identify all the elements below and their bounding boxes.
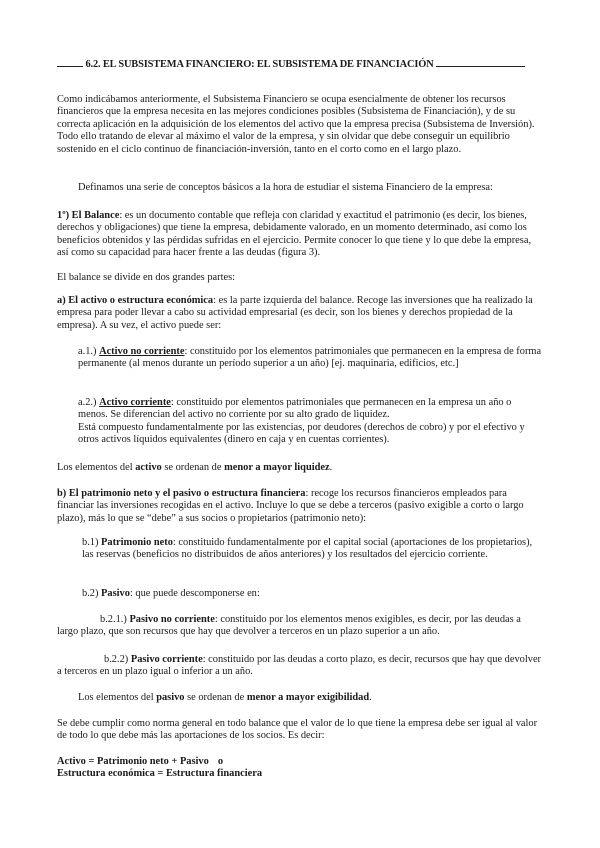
section-title-text: 6.2. EL SUBSISTEMA FINANCIERO: EL SUBSISTEMA DE FINANCIACIÓN bbox=[85, 59, 434, 70]
orden-pasivo-bold-2: menor a mayor exigibilidad bbox=[246, 692, 370, 703]
a1-text: : constituido por los elementos patrimoniales que permanecen en la empresa de forma permanente (al menos durante un período superior a un año) [ej. maquinaria, edificios, etc.] bbox=[78, 346, 542, 370]
b1-label: Patrimonio neto bbox=[101, 537, 173, 548]
b2-label: Pasivo bbox=[101, 588, 130, 599]
orden-pasivo-text-3: . bbox=[369, 692, 372, 703]
orden-pasivo-text-2: se ordenan de bbox=[184, 692, 247, 703]
title-rule-left bbox=[57, 58, 83, 67]
title-rule-right bbox=[436, 58, 525, 67]
equation-1-or: o bbox=[217, 756, 224, 767]
b21-prefix: b.2.1.) bbox=[100, 614, 130, 625]
orden-pasivo-paragraph bbox=[78, 692, 543, 704]
b2-paragraph bbox=[82, 588, 543, 600]
balance-text: : es un documento contable que refleja con claridad y exactitud el patrimonio (es decir, los bienes, derechos y obligaciones) que tiene la empresa, debidamente valorado, en un momento determinado, así como los beneficios obtenidos y las pérdidas sufridas en el ejercicio. Permite conocer lo que tiene y lo que debe la empresa, así como su capacidad para hacer frente a las deudas (figura 3). bbox=[57, 210, 532, 259]
orden-pasivo-text-1: Los elementos del bbox=[78, 692, 157, 703]
b22-prefix: b.2.2) bbox=[104, 654, 131, 665]
a1-paragraph bbox=[78, 346, 543, 371]
divide-paragraph: El balance se divide en dos grandes partes: bbox=[57, 272, 236, 283]
orden-activo-bold-1: activo bbox=[135, 462, 162, 473]
pasivo-paragraph bbox=[57, 488, 543, 525]
section-title bbox=[57, 58, 543, 71]
equation-2: Estructura económica = Estructura financiera bbox=[57, 768, 263, 780]
orden-activo-text-2: se ordenan de bbox=[161, 462, 225, 473]
orden-activo-text-1: Los elementos del bbox=[57, 462, 136, 473]
orden-pasivo-bold-1: pasivo bbox=[156, 692, 185, 703]
equation-1: Activo = Patrimonio neto + Pasivo bbox=[57, 756, 209, 767]
pasivo-text: : recoge los recursos financieros empleados para financiar las inversiones recogidas en el activo. Incluye lo que se debe a terceros (pasivo exigible a corto o largo plazo), más lo que se “debe” a sus socios o propietarios (patrimonio neto): bbox=[57, 488, 524, 524]
b22-text: : constituido por las deudas a corto plazo, es decir, recursos que hay que devolver a terceros en un plazo igual o inferior a un año. bbox=[57, 654, 542, 678]
b21-paragraph bbox=[57, 614, 543, 639]
norma-paragraph: Se debe cumplir como norma general en todo balance que el valor de lo que tiene la empresa debe ser igual al valor de todo lo que debe más las aportaciones de los socios. Es decir: bbox=[57, 718, 538, 742]
b21-text: : constituido por los elementos menos exigibles, es decir, por las deudas a largo plazo, que son recursos que hay que devolver a terceros en un plazo superior a un año. bbox=[57, 614, 521, 638]
activo-label: a) El activo o estructura económica bbox=[57, 295, 214, 306]
balance-paragraph bbox=[57, 210, 543, 260]
a2-label: Activo corriente bbox=[99, 397, 171, 408]
orden-activo-bold-2: menor a mayor liquidez bbox=[224, 462, 330, 473]
a2-prefix: a.2.) bbox=[78, 397, 100, 408]
a2-text-continued: Está compuesto fundamentalmente por las existencias, por deudores (derechos de cobro) y por el efectivo y otros activos líquidos equivalentes (dinero en caja y en cuentas corrientes). bbox=[78, 421, 525, 446]
b2-prefix: b.2) bbox=[82, 588, 102, 599]
activo-paragraph bbox=[57, 295, 543, 332]
a1-label: Activo no corriente bbox=[99, 346, 185, 357]
intro-paragraph: Como indicábamos anteriormente, el Subsistema Financiero se ocupa esencialmente de obtener los recursos financieros que la empresa necesita en las mejores condiciones posibles (Subsistema de Financiación), y de su correcta aplicación en la adquisición de los elementos del activo que la empresa precisa (Subsistema de Inversión). Todo ello tratando de elevar al máximo el valor de la empresa, y sin olvidar que debe conseguir un equilibrio sostenido en el ciclo continuo de financiación-inversión, tanto en el corto como en el largo plazo. bbox=[57, 94, 535, 155]
balance-label: 1º) El Balance bbox=[57, 210, 120, 221]
equation-paragraph bbox=[57, 756, 543, 781]
b2-text: : que puede descomponerse en: bbox=[129, 588, 260, 599]
orden-activo-text-3: . bbox=[329, 462, 333, 473]
pasivo-label: b) El patrimonio neto y el pasivo o estructura financiera bbox=[57, 488, 306, 499]
activo-text: : es la parte izquierda del balance. Recoge las inversiones que ha realizado la empresa para poder llevar a cabo su actividad empresarial (es decir, son los bienes y derechos propiedad de la empresa). A su vez, el activo puede ser: bbox=[57, 295, 533, 331]
b1-prefix: b.1) bbox=[82, 537, 102, 548]
a2-text: : constituido por elementos patrimoniales que permanecen en la empresa un año o menos. Se diferencian del activo no corriente por su alto grado de liquidez. bbox=[78, 397, 512, 421]
b1-paragraph bbox=[82, 537, 543, 562]
definamos-paragraph: Definamos una serie de conceptos básicos a la hora de estudiar el sistema Financiero de la empresa: bbox=[78, 182, 493, 193]
b1-text: : constituido fundamentalmente por el capital social (aportaciones de los propietarios), las reservas (beneficios no distribuidos de años anteriores) y los resultados del ejercicio corriente. bbox=[82, 537, 533, 561]
orden-activo-paragraph bbox=[57, 462, 543, 474]
a1-prefix: a.1.) bbox=[78, 346, 100, 357]
b21-label: Pasivo no corriente bbox=[129, 614, 215, 625]
b22-label: Pasivo corriente bbox=[130, 654, 203, 665]
a2-paragraph bbox=[78, 397, 543, 447]
b22-paragraph bbox=[57, 654, 543, 679]
